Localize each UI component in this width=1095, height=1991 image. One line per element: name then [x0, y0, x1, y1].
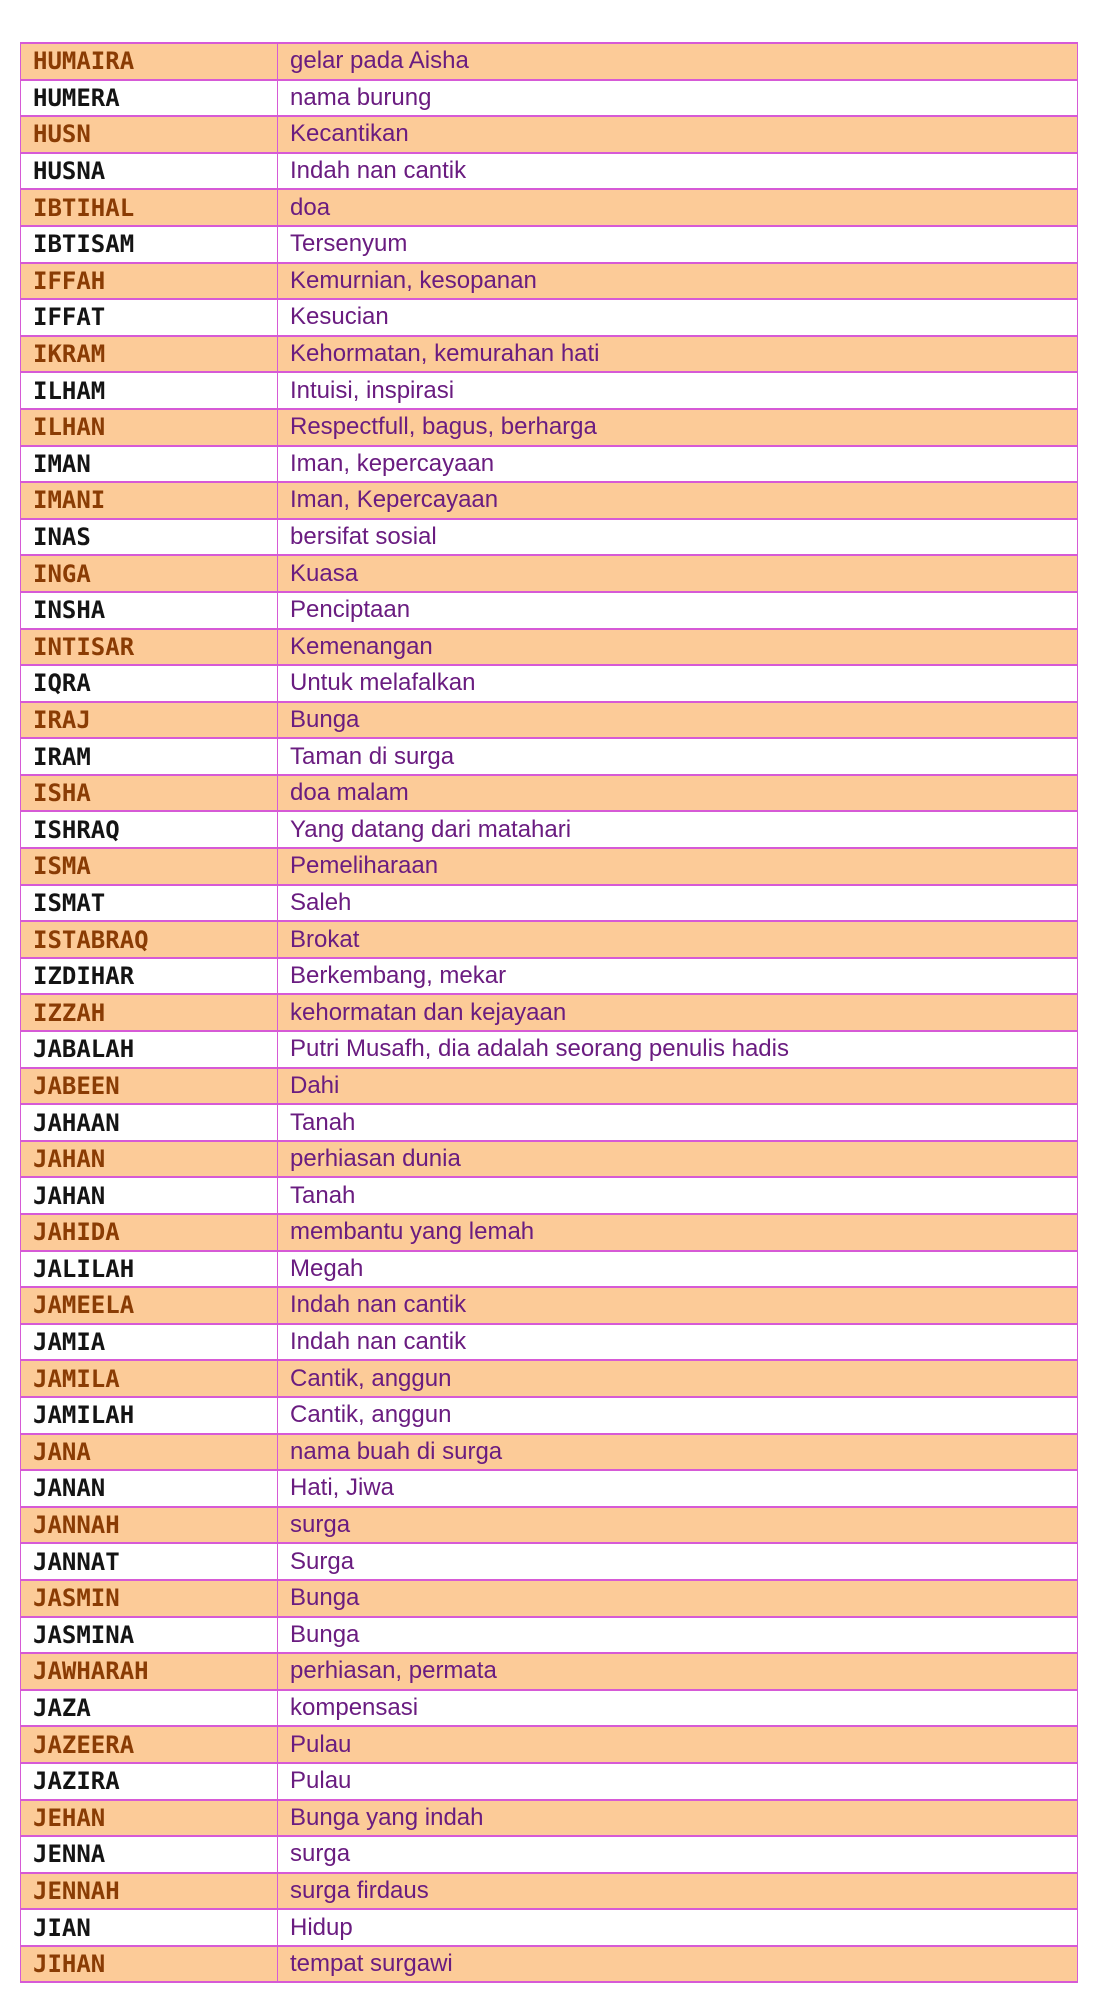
names-table-body: [21, 43, 1078, 1982]
name-cell: HUMAIRA: [21, 43, 278, 80]
meaning-cell: Kehormatan, kemurahan hati: [278, 336, 1078, 373]
meaning-cell: kompensasi: [278, 1690, 1078, 1727]
meaning-cell: nama burung: [278, 80, 1078, 117]
meaning-cell: Berkembang, mekar: [278, 958, 1078, 995]
name-cell: JASMINA: [21, 1617, 278, 1654]
table-row: [21, 1726, 1078, 1763]
name-cell: JAZIRA: [21, 1763, 278, 1800]
name-cell: INAS: [21, 519, 278, 556]
table-row: [21, 1434, 1078, 1471]
meaning-cell: surga: [278, 1507, 1078, 1544]
table-row: [21, 1763, 1078, 1800]
meaning-cell: Pemeliharaan: [278, 848, 1078, 885]
table-row: [21, 848, 1078, 885]
table-row: [21, 116, 1078, 153]
meaning-cell: Dahi: [278, 1068, 1078, 1105]
name-cell: JAMEELA: [21, 1287, 278, 1324]
name-cell: JAHAN: [21, 1177, 278, 1214]
name-cell: IRAM: [21, 738, 278, 775]
meaning-cell: Taman di surga: [278, 738, 1078, 775]
table-row: [21, 153, 1078, 190]
name-cell: JIHAN: [21, 1946, 278, 1983]
meaning-cell: Untuk melafalkan: [278, 665, 1078, 702]
table-row: [21, 738, 1078, 775]
name-cell: ISTABRAQ: [21, 921, 278, 958]
meaning-cell: Hati, Jiwa: [278, 1470, 1078, 1507]
table-row: [21, 336, 1078, 373]
meaning-cell: Kemenangan: [278, 629, 1078, 666]
name-cell: INGA: [21, 555, 278, 592]
meaning-cell: Bunga: [278, 1580, 1078, 1617]
meaning-cell: surga: [278, 1836, 1078, 1873]
meaning-cell: Penciptaan: [278, 592, 1078, 629]
table-row: [21, 1324, 1078, 1361]
meaning-cell: Indah nan cantik: [278, 1287, 1078, 1324]
name-cell: JAZEERA: [21, 1726, 278, 1763]
name-cell: IMANI: [21, 482, 278, 519]
name-cell: JANAN: [21, 1470, 278, 1507]
table-row: [21, 299, 1078, 336]
name-cell: JAHIDA: [21, 1214, 278, 1251]
table-row: [21, 482, 1078, 519]
table-row: [21, 592, 1078, 629]
meaning-cell: Bunga: [278, 702, 1078, 739]
meaning-cell: gelar pada Aisha: [278, 43, 1078, 80]
table-row: [21, 885, 1078, 922]
meaning-cell: Indah nan cantik: [278, 153, 1078, 190]
meaning-cell: Yang datang dari matahari: [278, 811, 1078, 848]
name-cell: JAMILAH: [21, 1397, 278, 1434]
table-row: [21, 1031, 1078, 1068]
name-cell: HUMERA: [21, 80, 278, 117]
meaning-cell: kehormatan dan kejayaan: [278, 994, 1078, 1031]
table-row: [21, 775, 1078, 812]
table-row: [21, 43, 1078, 80]
meaning-cell: Iman, Kepercayaan: [278, 482, 1078, 519]
name-cell: INTISAR: [21, 629, 278, 666]
meaning-cell: Pulau: [278, 1763, 1078, 1800]
table-row: [21, 226, 1078, 263]
table-row: [21, 921, 1078, 958]
table-row: [21, 80, 1078, 117]
name-cell: ISMA: [21, 848, 278, 885]
table-row: [21, 189, 1078, 226]
table-row: [21, 1141, 1078, 1178]
meaning-cell: Saleh: [278, 885, 1078, 922]
meaning-cell: membantu yang lemah: [278, 1214, 1078, 1251]
name-cell: JAMIA: [21, 1324, 278, 1361]
table-row: [21, 994, 1078, 1031]
name-cell: JAMILA: [21, 1360, 278, 1397]
table-row: [21, 1251, 1078, 1288]
table-row: [21, 1909, 1078, 1946]
name-cell: IFFAH: [21, 263, 278, 300]
table-row: [21, 519, 1078, 556]
table-row: [21, 1287, 1078, 1324]
meaning-cell: perhiasan dunia: [278, 1141, 1078, 1178]
name-cell: JEHAN: [21, 1800, 278, 1837]
table-row: [21, 1104, 1078, 1141]
name-cell: JASMIN: [21, 1580, 278, 1617]
meaning-cell: Tanah: [278, 1104, 1078, 1141]
name-cell: HUSNA: [21, 153, 278, 190]
table-row: [21, 1214, 1078, 1251]
name-cell: JAWHARAH: [21, 1653, 278, 1690]
table-row: [21, 1543, 1078, 1580]
table-row: [21, 811, 1078, 848]
table-row: [21, 409, 1078, 446]
name-cell: JABALAH: [21, 1031, 278, 1068]
meaning-cell: Kemurnian, kesopanan: [278, 263, 1078, 300]
name-cell: ISMAT: [21, 885, 278, 922]
meaning-cell: Bunga: [278, 1617, 1078, 1654]
name-cell: IBTISAM: [21, 226, 278, 263]
table-row: [21, 1068, 1078, 1105]
table-row: [21, 702, 1078, 739]
meaning-cell: Kecantikan: [278, 116, 1078, 153]
name-cell: JAHAN: [21, 1141, 278, 1178]
meaning-cell: Intuisi, inspirasi: [278, 372, 1078, 409]
table-row: [21, 1507, 1078, 1544]
table-row: [21, 446, 1078, 483]
table-row: [21, 1946, 1078, 1983]
name-cell: IKRAM: [21, 336, 278, 373]
meaning-cell: doa: [278, 189, 1078, 226]
meaning-cell: Hidup: [278, 1909, 1078, 1946]
name-cell: ILHAM: [21, 372, 278, 409]
name-cell: JABEEN: [21, 1068, 278, 1105]
meaning-cell: bersifat sosial: [278, 519, 1078, 556]
table-row: [21, 555, 1078, 592]
table-row: [21, 1836, 1078, 1873]
meaning-cell: Cantik, anggun: [278, 1360, 1078, 1397]
name-cell: ISHA: [21, 775, 278, 812]
name-cell: JAZA: [21, 1690, 278, 1727]
name-cell: JANA: [21, 1434, 278, 1471]
meaning-cell: nama buah di surga: [278, 1434, 1078, 1471]
meaning-cell: Tanah: [278, 1177, 1078, 1214]
meaning-cell: Putri Musafh, dia adalah seorang penulis hadis: [278, 1031, 1078, 1068]
name-cell: ISHRAQ: [21, 811, 278, 848]
table-row: [21, 1470, 1078, 1507]
name-cell: IRAJ: [21, 702, 278, 739]
table-row: [21, 263, 1078, 300]
name-cell: JENNA: [21, 1836, 278, 1873]
name-cell: IZZAH: [21, 994, 278, 1031]
table-row: [21, 1690, 1078, 1727]
meaning-cell: Iman, kepercayaan: [278, 446, 1078, 483]
meaning-cell: surga firdaus: [278, 1873, 1078, 1910]
table-row: [21, 1580, 1078, 1617]
name-cell: JANNAT: [21, 1543, 278, 1580]
name-cell: IQRA: [21, 665, 278, 702]
table-row: [21, 665, 1078, 702]
table-row: [21, 372, 1078, 409]
meaning-cell: Respectfull, bagus, berharga: [278, 409, 1078, 446]
meaning-cell: Pulau: [278, 1726, 1078, 1763]
name-cell: IBTIHAL: [21, 189, 278, 226]
table-row: [21, 629, 1078, 666]
name-cell: IFFAT: [21, 299, 278, 336]
table-row: [21, 1177, 1078, 1214]
name-cell: JENNAH: [21, 1873, 278, 1910]
name-cell: JANNAH: [21, 1507, 278, 1544]
table-row: [21, 1873, 1078, 1910]
meaning-cell: Megah: [278, 1251, 1078, 1288]
name-cell: ILHAN: [21, 409, 278, 446]
meaning-cell: tempat surgawi: [278, 1946, 1078, 1983]
table-row: [21, 1617, 1078, 1654]
name-cell: JIAN: [21, 1909, 278, 1946]
meaning-cell: perhiasan, permata: [278, 1653, 1078, 1690]
meaning-cell: Tersenyum: [278, 226, 1078, 263]
meaning-cell: Kuasa: [278, 555, 1078, 592]
meaning-cell: Brokat: [278, 921, 1078, 958]
name-cell: IMAN: [21, 446, 278, 483]
meaning-cell: Indah nan cantik: [278, 1324, 1078, 1361]
table-row: [21, 1653, 1078, 1690]
name-cell: IZDIHAR: [21, 958, 278, 995]
names-table: [20, 42, 1078, 1983]
meaning-cell: Kesucian: [278, 299, 1078, 336]
table-row: [21, 1360, 1078, 1397]
name-cell: INSHA: [21, 592, 278, 629]
meaning-cell: Surga: [278, 1543, 1078, 1580]
name-cell: HUSN: [21, 116, 278, 153]
table-row: [21, 958, 1078, 995]
name-cell: JAHAAN: [21, 1104, 278, 1141]
meaning-cell: doa malam: [278, 775, 1078, 812]
table-row: [21, 1800, 1078, 1837]
meaning-cell: Cantik, anggun: [278, 1397, 1078, 1434]
name-cell: JALILAH: [21, 1251, 278, 1288]
meaning-cell: Bunga yang indah: [278, 1800, 1078, 1837]
table-row: [21, 1397, 1078, 1434]
